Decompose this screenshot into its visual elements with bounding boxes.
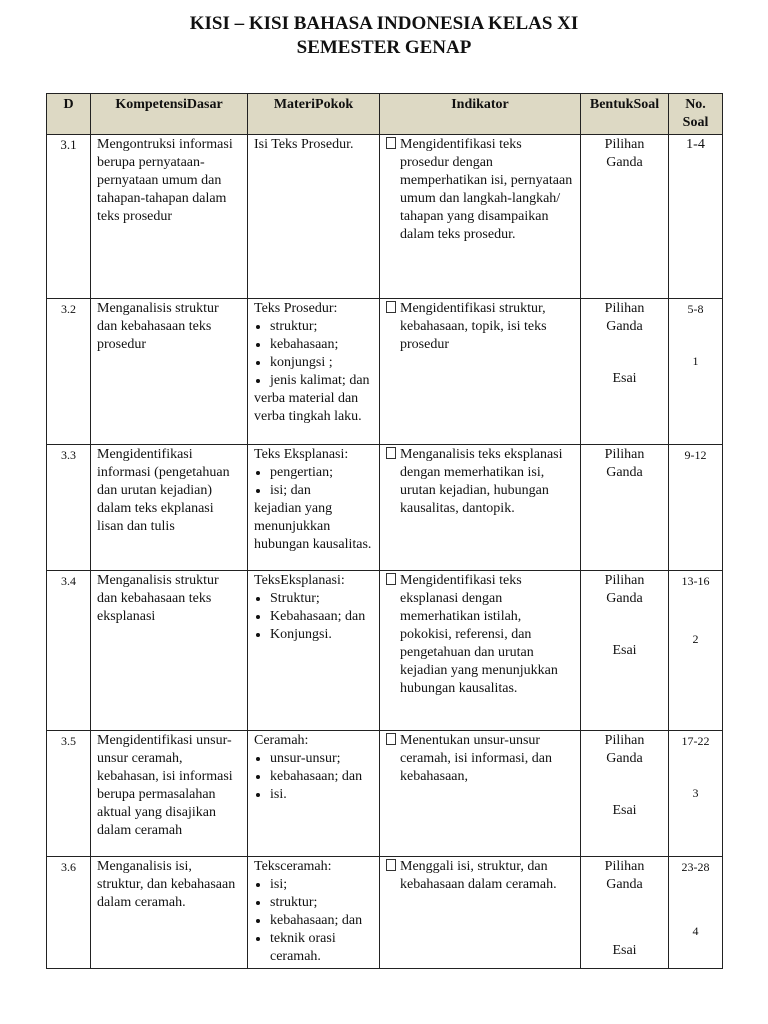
- materi-bullet-item: • Konjungsi.: [270, 626, 373, 644]
- kisi-table: [46, 93, 723, 969]
- cell-bentuk-soal: [581, 299, 669, 445]
- materi-bullet-item: • struktur;: [270, 318, 373, 336]
- table-row: [47, 445, 723, 571]
- cell-kd-number: 3.5: [47, 731, 91, 857]
- table-header-row: [47, 94, 723, 135]
- bentuk-soal-item: Pilihan Ganda: [604, 447, 645, 480]
- checkbox-square-icon: [386, 733, 396, 745]
- table-row: [47, 857, 723, 969]
- cell-kd-number: 3.6: [47, 857, 91, 969]
- cell-indikator: [380, 857, 581, 969]
- cell-kompetensi-dasar: Menganalisis struktur dan kebahasaan teks prosedur: [91, 299, 248, 445]
- cell-no-soal: [669, 445, 723, 571]
- bentuk-soal-item: Pilihan Ganda: [604, 137, 645, 170]
- materi-bullet-list: [254, 464, 373, 500]
- no-soal-item: 23-28: [681, 860, 710, 874]
- cell-no-soal: [669, 135, 723, 299]
- materi-bullet-item: • pengertian;: [270, 464, 373, 482]
- indikator-item: [386, 858, 574, 894]
- materi-bullet-item: • kebahasaan; dan: [270, 912, 373, 930]
- cell-bentuk-soal: [581, 857, 669, 969]
- cell-kompetensi-dasar: Mengidentifikasi unsur-unsur ceramah, kebahasan, isi informasi berupa permasalahan aktual yang disajikan dalam ceramah: [91, 731, 248, 857]
- indikator-text: Mengidentifikasi struktur, kebahasaan, topik, isi teks prosedur: [400, 301, 547, 352]
- indikator-text: Menggali isi, struktur, dan kebahasaan dalam ceramah.: [400, 859, 557, 892]
- materi-bullet-item: • konjungsi ;: [270, 354, 373, 372]
- indikator-item: [386, 136, 574, 244]
- indikator-text: Mengidentifikasi teks eksplanasi dengan memerhatikan istilah, pokokisi, referensi, dan pengetahuan dan urutan kejadian yang menunjukkan hubungan kausalitas.: [400, 573, 558, 696]
- bentuk-soal-item: Pilihan Ganda: [604, 859, 645, 892]
- materi-bullet-item: • kebahasaan; dan: [270, 768, 373, 786]
- cell-kd-number: 3.2: [47, 299, 91, 445]
- cell-kd-number: 3.4: [47, 571, 91, 731]
- materi-intro: Isi Teks Prosedur.: [254, 137, 354, 152]
- materi-bullet-list: [254, 590, 373, 644]
- cell-no-soal: [669, 299, 723, 445]
- cell-bentuk-soal: [581, 571, 669, 731]
- header-no-soal: No. Soal: [669, 94, 723, 135]
- indikator-text: Menentukan unsur-unsur ceramah, isi informasi, dan kebahasaan,: [400, 733, 553, 784]
- materi-bullet-item: • isi;: [270, 876, 373, 894]
- indikator-item: [386, 572, 574, 698]
- cell-materi-pokok: [248, 299, 380, 445]
- header-bentuk-soal: BentukSoal: [581, 94, 669, 135]
- no-soal-item: 1: [692, 354, 699, 368]
- cell-kompetensi-dasar: Menganalisis isi, struktur, dan kebahasaan dalam ceramah.: [91, 857, 248, 969]
- no-soal-item: 2: [692, 632, 699, 646]
- checkbox-square-icon: [386, 573, 396, 585]
- bentuk-soal-item: Pilihan Ganda: [604, 573, 645, 606]
- materi-intro: Teksceramah:: [254, 859, 332, 874]
- cell-no-soal: [669, 857, 723, 969]
- no-soal-item: 13-16: [681, 574, 710, 588]
- cell-materi-pokok: [248, 571, 380, 731]
- materi-bullet-item: • kebahasaan;: [270, 336, 373, 354]
- cell-indikator: [380, 571, 581, 731]
- cell-materi-pokok: [248, 445, 380, 571]
- materi-bullet-list: [254, 318, 373, 390]
- cell-materi-pokok: [248, 135, 380, 299]
- bentuk-soal-item: Esai: [612, 943, 637, 958]
- title-line-1: KISI – KISI BAHASA INDONESIA KELAS XI: [189, 13, 579, 34]
- materi-bullet-item: • isi.: [270, 786, 373, 804]
- indikator-text: Menganalisis teks eksplanasi dengan memerhatikan isi, urutan kejadian, hubungan kausalitas, dantopik.: [400, 447, 563, 516]
- table-row: [47, 571, 723, 731]
- table-row: [47, 731, 723, 857]
- bentuk-soal-item: Esai: [612, 371, 637, 386]
- materi-bullet-list: [254, 750, 373, 804]
- cell-bentuk-soal: [581, 731, 669, 857]
- cell-bentuk-soal: [581, 135, 669, 299]
- no-soal-item: 9-12: [684, 448, 707, 462]
- cell-indikator: [380, 445, 581, 571]
- title-line-2: SEMESTER GENAP: [296, 37, 472, 58]
- indikator-item: [386, 300, 574, 354]
- cell-indikator: [380, 135, 581, 299]
- no-soal-item: 3: [692, 786, 699, 800]
- materi-bullet-item: • unsur-unsur;: [270, 750, 373, 768]
- materi-bullet-list: [254, 876, 373, 966]
- checkbox-square-icon: [386, 859, 396, 871]
- no-soal-item: 1-4: [686, 137, 705, 152]
- table-row: [47, 135, 723, 299]
- cell-kompetensi-dasar: Mengidentifikasi informasi (pengetahuan dan urutan kejadian) dalam teks ekplanasi lisan dan tulis: [91, 445, 248, 571]
- checkbox-square-icon: [386, 137, 396, 149]
- indikator-item: [386, 732, 574, 786]
- cell-no-soal: [669, 571, 723, 731]
- materi-intro: Ceramah:: [254, 733, 309, 748]
- materi-bullet-item: • struktur;: [270, 894, 373, 912]
- header-materi-pokok: MateriPokok: [248, 94, 380, 135]
- cell-indikator: [380, 299, 581, 445]
- cell-materi-pokok: [248, 857, 380, 969]
- materi-bullet-item: • teknik orasi ceramah.: [270, 930, 373, 966]
- materi-intro: TeksEksplanasi:: [254, 573, 345, 588]
- cell-materi-pokok: [248, 731, 380, 857]
- bentuk-soal-item: Esai: [612, 643, 637, 658]
- header-d: D: [47, 94, 91, 135]
- cell-kd-number: 3.3: [47, 445, 91, 571]
- bentuk-soal-item: Pilihan Ganda: [604, 733, 645, 766]
- checkbox-square-icon: [386, 447, 396, 459]
- indikator-text: Mengidentifikasi teks prosedur dengan memperhatikan isi, pernyataan umum dan langkah-langkah/ tahapan yang disampaikan dalam teks prosedur.: [400, 137, 573, 242]
- materi-intro: Teks Eksplanasi:: [254, 447, 349, 462]
- bentuk-soal-item: Pilihan Ganda: [604, 301, 645, 334]
- no-soal-item: 5-8: [687, 302, 704, 316]
- materi-bullet-item: • jenis kalimat; dan: [270, 372, 373, 390]
- bentuk-soal-item: Esai: [612, 803, 637, 818]
- checkbox-square-icon: [386, 301, 396, 313]
- no-soal-item: 17-22: [681, 734, 710, 748]
- materi-bullet-item: • Kebahasaan; dan: [270, 608, 373, 626]
- cell-kompetensi-dasar: Mengontruksi informasi berupa pernyataan-pernyataan umum dan tahapan-tahapan dalam teks prosedur: [91, 135, 248, 299]
- materi-bullet-item: • Struktur;: [270, 590, 373, 608]
- materi-intro: Teks Prosedur:: [254, 301, 338, 316]
- indikator-item: [386, 446, 574, 518]
- header-indikator: Indikator: [380, 94, 581, 135]
- materi-bullet-item: • isi; dan: [270, 482, 373, 500]
- cell-indikator: [380, 731, 581, 857]
- table-row: [47, 299, 723, 445]
- header-kompetensi-dasar: KompetensiDasar: [91, 94, 248, 135]
- cell-kd-number: 3.1: [47, 135, 91, 299]
- cell-kompetensi-dasar: Menganalisis struktur dan kebahasaan teks eksplanasi: [91, 571, 248, 731]
- document-title: [0, 12, 768, 60]
- no-soal-item: 4: [692, 924, 699, 938]
- cell-no-soal: [669, 731, 723, 857]
- materi-continuation: verba material dan verba tingkah laku.: [254, 391, 362, 424]
- cell-bentuk-soal: [581, 445, 669, 571]
- materi-continuation: kejadian yang menunjukkan hubungan kausalitas.: [254, 501, 372, 552]
